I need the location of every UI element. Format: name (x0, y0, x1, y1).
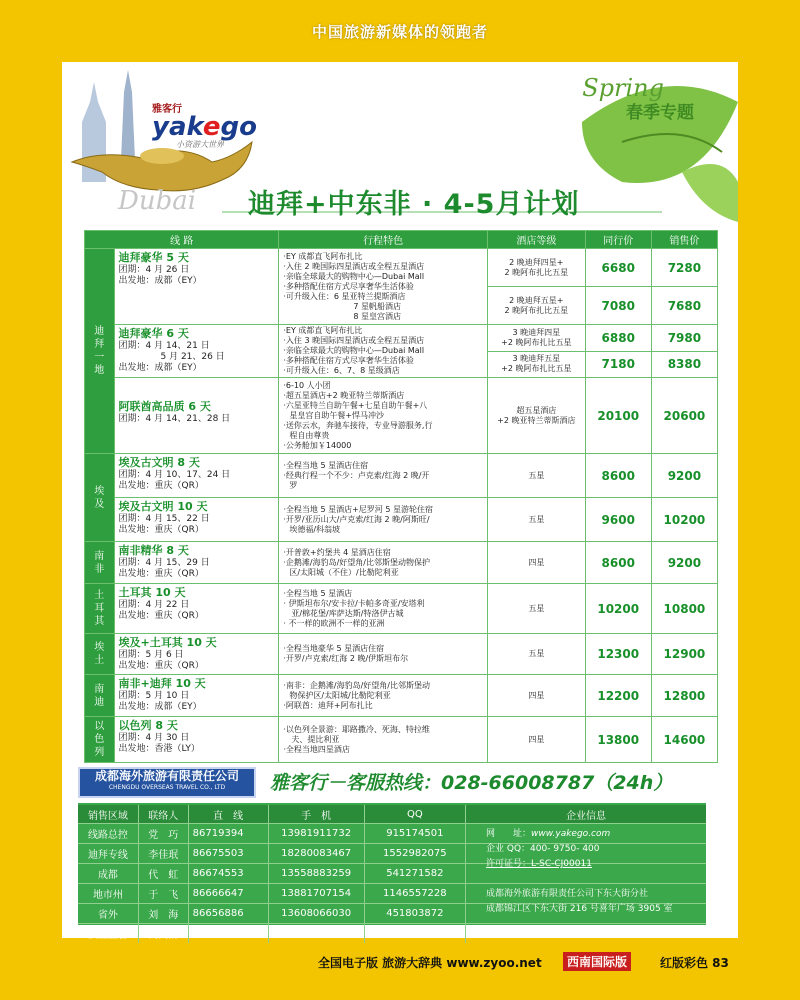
route-cell (114, 454, 279, 498)
ct-h-mobile: 手 机 (268, 805, 364, 824)
route-cell (114, 717, 279, 763)
page-content (62, 62, 738, 941)
route-team: 团期：4 月 15、29 日 (118, 558, 210, 568)
route-team: 团期：4 月 26 日 (118, 265, 190, 275)
route-depart: 出发地：香港（LY） (118, 744, 200, 754)
features-cell: ·6-10 人小团 ·超五星酒店+2 晚亚特兰蒂斯酒店 ·六星亚特兰自助午餐+七星自助午餐+八 星皇宫自助午餐+悍马冲沙 ·送你云水，奔驰车接待，专业导游服务,行 程自由尊贵 ·公务舱加￥14000 (279, 378, 488, 454)
route-table (84, 230, 718, 763)
dubai-word: Dubai (118, 186, 197, 216)
region-cell: 南迪 (85, 675, 115, 717)
table-row (85, 584, 718, 634)
footer-badge: 西南国际版 (563, 952, 631, 971)
route-team: 团期：4 月 22 日 (118, 600, 190, 610)
features-cell: ·EY 成都直飞阿布扎比 ·入住 3 晚国际四星酒店或全程五星酒店 ·亲临全球最大的购物中心—Dubai Mall ·多种搭配住宿方式尽享奢华生活体验 ·可升级入住：6、7、8 星级酒店 (279, 325, 488, 378)
table-row (85, 634, 718, 675)
company-license: 许可证号：L-SC-CJ00011 (486, 859, 592, 869)
region-cell: 埃及 (85, 454, 115, 542)
footer-page: 红版彩色 83 (660, 956, 729, 970)
spring-en: Spring (582, 74, 664, 102)
ct-h-region: 销售区域 (78, 805, 138, 824)
features-cell: ·全程当地豪华 5 星酒店住宿 ·开罗/卢克索/红海 2 晚/伊斯坦布尔 (279, 634, 488, 675)
route-depart: 出发地：成都（EY） (118, 363, 202, 373)
route-team: 团期：4 月 14、21、28 日 (118, 414, 231, 424)
route-cell (114, 378, 279, 454)
th-sale-price: 销售价 (651, 231, 717, 249)
peer-price: 7080 (585, 287, 651, 325)
th-peer-price: 同行价 (585, 231, 651, 249)
contact-header-row (78, 805, 706, 824)
hotel-cell: 3 晚迪拜四星 +2 晚阿布扎比五星 (487, 325, 585, 352)
footer-text: 全国电子版 旅游大辞典 www.zyoo.net (318, 956, 542, 970)
region-cell: 迪拜一地 (85, 249, 115, 454)
logo-tagline: 小资游大世界 (176, 140, 224, 149)
sale-price: 9200 (651, 454, 717, 498)
logo-en: yakego (152, 112, 257, 142)
route-team: 团期：4 月 30 日 (118, 733, 190, 743)
route-team: 团期：4 月 10、17、24 日 (118, 470, 231, 480)
route-title: 南非+迪拜 10 天 (118, 677, 206, 690)
route-cell (114, 325, 279, 378)
features-cell: ·南非：企鹅滩/海豹岛/好望角/比邻斯堡动 物保护区/太阳城/比勒陀利亚 ·阿联酋：迪拜+阿布扎比 (279, 675, 488, 717)
hotel-cell: 四星 (487, 717, 585, 763)
agency-name-en: CHENGDU OVERSEAS TRAVEL CO., LTD (108, 784, 226, 791)
ct-h-phone: 直 线 (188, 805, 268, 824)
logo-cn: 雅客行 (152, 104, 182, 115)
route-depart: 出发地：成都（EY） (118, 276, 202, 286)
yakego-logo (152, 100, 257, 150)
sale-price: 10800 (651, 584, 717, 634)
company-address: 成都锦江区下东大街 216 号喜年广场 3905 室 (486, 904, 673, 914)
peer-price: 7180 (585, 351, 651, 378)
route-depart: 出发地：重庆（QR） (118, 611, 204, 621)
sale-price: 12900 (651, 634, 717, 675)
route-team: 团期：5 月 6 日 (118, 650, 184, 660)
ct-h-company: 企业信息 (466, 805, 706, 824)
peer-price: 6680 (585, 249, 651, 287)
route-depart: 出发地：重庆（QR） (118, 569, 204, 579)
sale-price: 20600 (651, 378, 717, 454)
contact-row: 迪拜专线 李佳珉 86675503 18280083467 1552982075 (78, 844, 706, 864)
hotel-cell: 四星 (487, 675, 585, 717)
hotel-cell: 五星 (487, 584, 585, 634)
peer-price: 6880 (585, 325, 651, 352)
route-cell (114, 249, 279, 325)
route-title: 埃及古文明 8 天 (118, 456, 200, 469)
sale-price: 8380 (651, 351, 717, 378)
sale-price: 9200 (651, 542, 717, 584)
hotel-cell: 2 晚迪拜五星+ 2 晚阿布扎比五星 (487, 287, 585, 325)
th-hotel: 酒店等级 (487, 231, 585, 249)
company-info (486, 827, 702, 917)
region-cell: 埃土 (85, 634, 115, 675)
peer-price: 10200 (585, 584, 651, 634)
route-title: 埃及古文明 10 天 (118, 500, 208, 513)
peer-price: 13800 (585, 717, 651, 763)
route-cell (114, 542, 279, 584)
route-depart: 出发地：成都（EY） (118, 702, 202, 712)
table-row (85, 325, 718, 352)
features-cell: ·全程当地 5 星酒店 · 伊斯坦布尔/安卡拉/卡帕多奇亚/安塔利 亚/棉花堡/库萨达斯/特洛伊古城 · 不一样的欧洲不一样的亚洲 (279, 584, 488, 634)
features-cell: ·全程当地 5 星酒店+尼罗河 5 星游轮住宿 ·开罗/亚历山大/卢克索/红海 2 晚/阿斯旺/ 埃德福/科翁坡 (279, 498, 488, 542)
features-cell: ·以色列全景游：耶路撒冷、死海、特拉维 夫、提比利亚 ·全程当地四星酒店 (279, 717, 488, 763)
sale-price: 10200 (651, 498, 717, 542)
company-branch: 成都海外旅游有限责任公司下东大街分社 (486, 889, 649, 899)
sale-price: 14600 (651, 717, 717, 763)
company-url-line: 网 址：www.yakego.com (486, 829, 611, 839)
table-row (85, 249, 718, 287)
table-row (85, 498, 718, 542)
agency-logo (78, 767, 256, 798)
footer (0, 938, 800, 1000)
features-cell: ·EY 成都直飞阿布扎比 ·入住 2 晚国际四星酒店或全程五星酒店 ·亲临全球最大的购物中心—Dubai Mall ·多种搭配住宿方式尽享奢华生活体验 ·可升级入住：6 星亚特兰提斯酒店 7 星帆船酒店 8 星皇宫酒店 (279, 249, 488, 325)
hotel-cell: 2 晚迪拜四星+ 2 晚阿布扎比五星 (487, 249, 585, 287)
features-cell: ·开普敦+约堡共 4 星酒店住宿 ·企鹅滩/海豹岛/好望角/比邻斯堡动物保护 区/太阳城（不住）/比勒陀利亚 (279, 542, 488, 584)
region-cell: 土耳其 (85, 584, 115, 634)
contact-row: 省外 刘 海 86656886 13608066030 451803872 (78, 904, 706, 924)
leaf-icon (682, 164, 738, 222)
table-header-row (85, 231, 718, 249)
th-route: 线 路 (85, 231, 279, 249)
hotel-cell: 超五星酒店 +2 晚亚特兰蒂斯酒店 (487, 378, 585, 454)
hotel-cell: 五星 (487, 498, 585, 542)
agency-name-cn: 成都海外旅游有限责任公司 (94, 769, 239, 783)
peer-price: 8600 (585, 454, 651, 498)
route-team: 团期：4 月 15、22 日 (118, 514, 210, 524)
spring-cn: 春季专题 (626, 103, 694, 123)
contact-row: 地市州 于 飞 86666647 13881707154 1146557228 (78, 884, 706, 904)
company-qq: 企业 QQ：400- 9750- 400 (486, 844, 600, 854)
peer-price: 9600 (585, 498, 651, 542)
peer-price: 12200 (585, 675, 651, 717)
ct-h-qq: QQ (364, 805, 465, 824)
region-cell: 以色列 (85, 717, 115, 763)
route-title: 迪拜豪华 6 天 (118, 327, 189, 340)
table-row (85, 378, 718, 454)
route-cell (114, 584, 279, 634)
route-title: 迪拜豪华 5 天 (118, 251, 189, 264)
route-title: 南非精华 8 天 (118, 544, 189, 557)
route-team: 团期：5 月 10 日 (118, 691, 190, 701)
route-depart: 出发地：重庆（QR） (118, 525, 204, 535)
contact-row: 线路总控 党 巧 86719394 13981911732 915174501 (78, 824, 706, 844)
peer-price: 20100 (585, 378, 651, 454)
hotel-cell: 五星 (487, 634, 585, 675)
sale-price: 12800 (651, 675, 717, 717)
route-cell (114, 634, 279, 675)
route-team2: 5 月 21、26 日 (160, 352, 225, 362)
contact-row: 成都 代 虹 86674553 13558883259 541271582 (78, 864, 706, 884)
top-banner-text: 中国旅游新媒体的领跑者 (311, 22, 488, 41)
route-team: 团期：4 月 14、21 日 (118, 341, 210, 351)
peer-price: 8600 (585, 542, 651, 584)
route-cell (114, 675, 279, 717)
contact-panel (78, 803, 706, 941)
table-row (85, 542, 718, 584)
region-cell: 南非 (85, 542, 115, 584)
route-title: 土耳其 10 天 (118, 586, 186, 599)
route-depart: 出发地：重庆（QR） (118, 661, 204, 671)
table-row (85, 717, 718, 763)
top-banner (0, 0, 800, 62)
hotel-cell: 3 晚迪拜五星 +2 晚阿布扎比五星 (487, 351, 585, 378)
contact-row: 质量监督 高剑清 86726980 18628067457 641573023 (78, 924, 706, 944)
sale-price: 7280 (651, 249, 717, 287)
page-title: 迪拜+中东非 · 4-5月计划 (248, 189, 580, 220)
sale-price: 7980 (651, 325, 717, 352)
route-cell (114, 498, 279, 542)
hotel-cell: 五星 (487, 454, 585, 498)
hotel-cell: 四星 (487, 542, 585, 584)
company-url-link[interactable]: www.yakego.com (531, 829, 611, 839)
peer-price: 12300 (585, 634, 651, 675)
route-title: 以色列 8 天 (118, 719, 178, 732)
route-title: 阿联酋高品质 6 天 (118, 400, 211, 413)
features-cell: ·全程当地 5 星酒店住宿 ·经典行程一个不少：卢克索/红海 2 晚/开 罗 (279, 454, 488, 498)
table-row (85, 675, 718, 717)
header (62, 62, 738, 228)
route-title: 埃及+土耳其 10 天 (118, 636, 217, 649)
th-features: 行程特色 (279, 231, 488, 249)
route-depart: 出发地：重庆（QR） (118, 481, 204, 491)
hotline: 雅客行－客服热线：028-66008787（24h） (270, 772, 673, 794)
table-row (85, 454, 718, 498)
ct-h-contact: 联络人 (138, 805, 188, 824)
sale-price: 7680 (651, 287, 717, 325)
